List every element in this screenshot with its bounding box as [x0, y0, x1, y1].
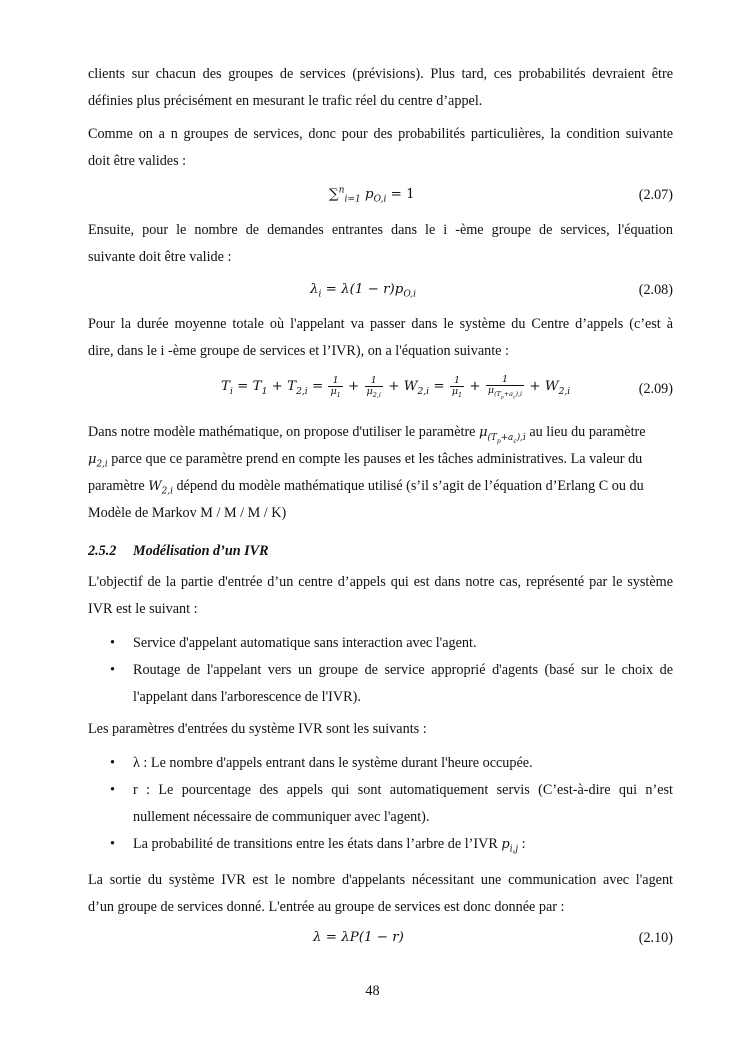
- plus: +: [469, 379, 481, 395]
- list-item-text: l'appelant dans l'arborescence de l'IVR).: [133, 689, 361, 705]
- paragraph-7: [88, 716, 673, 743]
- paragraph-8: [88, 867, 673, 921]
- equals: =: [311, 379, 324, 395]
- paragraph-2: [88, 121, 673, 175]
- text: parce que ce paramètre prend en compte les pauses et les tâches administratives. La valeur du: [111, 451, 643, 467]
- paragraph-line: Comme on a n groupes de services, donc pour des probabilités particulières, la condition suivante: [88, 126, 673, 142]
- equation-number: (2.08): [638, 282, 673, 298]
- list-item: [88, 630, 673, 657]
- list-item-text: Service d'appelant automatique sans interaction avec l'agent.: [133, 635, 477, 651]
- paragraph-line: Ensuite, pour le nombre de demandes entrantes dans le i -ème groupe de services, l'équation: [88, 222, 673, 238]
- paragraph-1: [88, 61, 673, 115]
- bullet-icon: •: [110, 635, 115, 651]
- plus: +: [348, 379, 360, 395]
- W: W: [544, 379, 559, 395]
- fraction: $\frac{1}{\mu_1}$: [451, 375, 463, 399]
- paragraph-line: Pour la durée moyenne totale où l'appelant va passer dans le système du Centre d’appels (c’est à: [88, 316, 673, 332]
- bullet-icon: •: [110, 782, 115, 798]
- fraction: $\frac{1}{\mu_{2,i}}$: [366, 375, 381, 399]
- paragraph-line: suivante doit être valide :: [88, 249, 232, 265]
- equation-number: (2.07): [638, 187, 673, 203]
- equation-formula: $T_i = T_1 + T_{2,i}$ = $\frac{1}{\mu_1}$ + $\frac{1}{\mu_{2,i}}$ + $W_{2,i}$ = $\frac{1}{\mu_1}$ + $\frac{1}{\mu_{(T_p+a_c),i}}$ + $W_{2,i}$: [221, 374, 571, 401]
- plus: +: [388, 379, 400, 395]
- list-item-text: Routage de l'appelant vers un groupe de service approprié d'agents (basé sur le choix de: [133, 662, 673, 678]
- paragraph-5: [88, 419, 673, 527]
- param-mu-tp-ac: $\mu_{(T_p+a_c),i}$: [479, 425, 526, 445]
- section-title: Modélisation d’un IVR: [133, 543, 269, 559]
- section-heading: [88, 541, 269, 561]
- list-item-text: λ : Le nombre d'appels entrant dans le système durant l'heure occupée.: [133, 755, 533, 771]
- page-number: 48: [365, 983, 380, 999]
- paragraph-line: doit être valides :: [88, 153, 187, 169]
- fraction: $\frac{1}{\mu_1}$: [330, 375, 341, 399]
- bullet-icon: •: [110, 755, 115, 771]
- text: dépend du modèle mathématique utilisé (s’il s’agit de l’équation d’Erlang C ou du: [176, 478, 644, 494]
- variable-subscript: O,i: [403, 289, 417, 300]
- list-item: [88, 750, 673, 777]
- equals: =: [433, 379, 445, 395]
- T: T: [287, 379, 297, 395]
- list-item: [88, 657, 673, 711]
- fraction: $\frac{1}{\mu_{(T_p+a_c),i}}$: [487, 374, 523, 401]
- paragraph-line: Les paramètres d'entrées du système IVR sont les suivants :: [88, 721, 427, 737]
- T: T: [221, 379, 230, 395]
- equation-number: (2.09): [638, 381, 673, 397]
- paragraph-line: [88, 446, 673, 473]
- variable-subscript: O,i: [373, 194, 387, 205]
- section-number: 2.5.2: [88, 543, 117, 559]
- text: paramètre: [88, 478, 145, 494]
- paragraph-line: L'objectif de la partie d'entrée d’un centre d’appels qui est dans notre cas, représenté par le système: [88, 574, 673, 590]
- equals: =: [237, 379, 249, 395]
- text: :: [521, 836, 526, 852]
- sum-upper: n: [338, 185, 345, 196]
- equation-2-09: [88, 374, 673, 405]
- list-item-text: [133, 831, 673, 858]
- T: T: [252, 379, 262, 395]
- text: La probabilité de transitions entre les états dans l’arbre de l’IVR: [133, 836, 498, 852]
- paragraph-line: dire, dans le i -ème groupe de services et l’IVR), on a l'équation suivante :: [88, 343, 509, 359]
- paragraph-4: [88, 311, 673, 365]
- sum-symbol: ∑: [329, 187, 339, 202]
- W: W: [403, 379, 418, 395]
- text: Dans notre modèle mathématique, on propose d'utiliser le paramètre: [88, 424, 476, 440]
- plus: +: [529, 379, 541, 395]
- list-item: [88, 777, 673, 831]
- paragraph-line: clients sur chacun des groupes de services (prévisions). Plus tard, ces probabilités devraient être: [88, 66, 673, 82]
- sum-lower: i=1: [344, 194, 361, 205]
- paragraph-6: [88, 569, 673, 623]
- equation-rhs: = 1: [390, 187, 415, 202]
- equation-mid: = λ(1 − r): [321, 282, 395, 297]
- variable: p: [394, 282, 404, 297]
- param-mu-2i: $\mu_{2,i}$: [88, 452, 108, 470]
- list-item: [88, 831, 673, 858]
- variable: p: [365, 187, 374, 202]
- list-item-text: nullement nécessaire de communiquer avec l'agent).: [133, 809, 430, 825]
- bullet-list-1: [88, 630, 673, 711]
- lambda-subscript: i: [318, 289, 322, 300]
- list-item-text: r : Le pourcentage des appels qui sont automatiquement servis (C’est-à-dire qui n’est: [133, 782, 673, 798]
- lambda: λ: [310, 282, 319, 297]
- paragraph-line: [88, 473, 673, 500]
- paragraph-line: Modèle de Markov M / M / M / K): [88, 505, 287, 521]
- paragraph-line: d’un groupe de services donné. L'entrée au groupe de services est donc donnée par :: [88, 899, 565, 915]
- equation-formula: λ = λP(1 − r): [313, 930, 404, 945]
- paragraph-line: La sortie du système IVR est le nombre d'appelants nécessitant une communication avec l'agent: [88, 872, 673, 888]
- text: au lieu du paramètre: [529, 424, 646, 440]
- paragraph-line: [88, 419, 673, 446]
- paragraph-line: définies plus précisément en mesurant le trafic réel du centre d’appel.: [88, 93, 483, 109]
- paragraph-3: [88, 217, 673, 271]
- equation-formula: [329, 183, 415, 207]
- equation-2-07: [88, 183, 673, 207]
- bullet-list-2: [88, 750, 673, 858]
- paragraph-line: IVR est le suivant :: [88, 601, 198, 617]
- equation-2-10: [88, 926, 673, 950]
- plus: +: [271, 379, 283, 395]
- bullet-icon: •: [110, 662, 115, 678]
- param-w-2i: $W_{2,i}$: [148, 479, 173, 497]
- equation-formula: [310, 278, 416, 302]
- param-p-ij: $p_{i,j}$: [501, 837, 519, 855]
- equation-2-08: [88, 278, 673, 302]
- equation-number: (2.10): [638, 930, 673, 946]
- bullet-icon: •: [110, 836, 115, 852]
